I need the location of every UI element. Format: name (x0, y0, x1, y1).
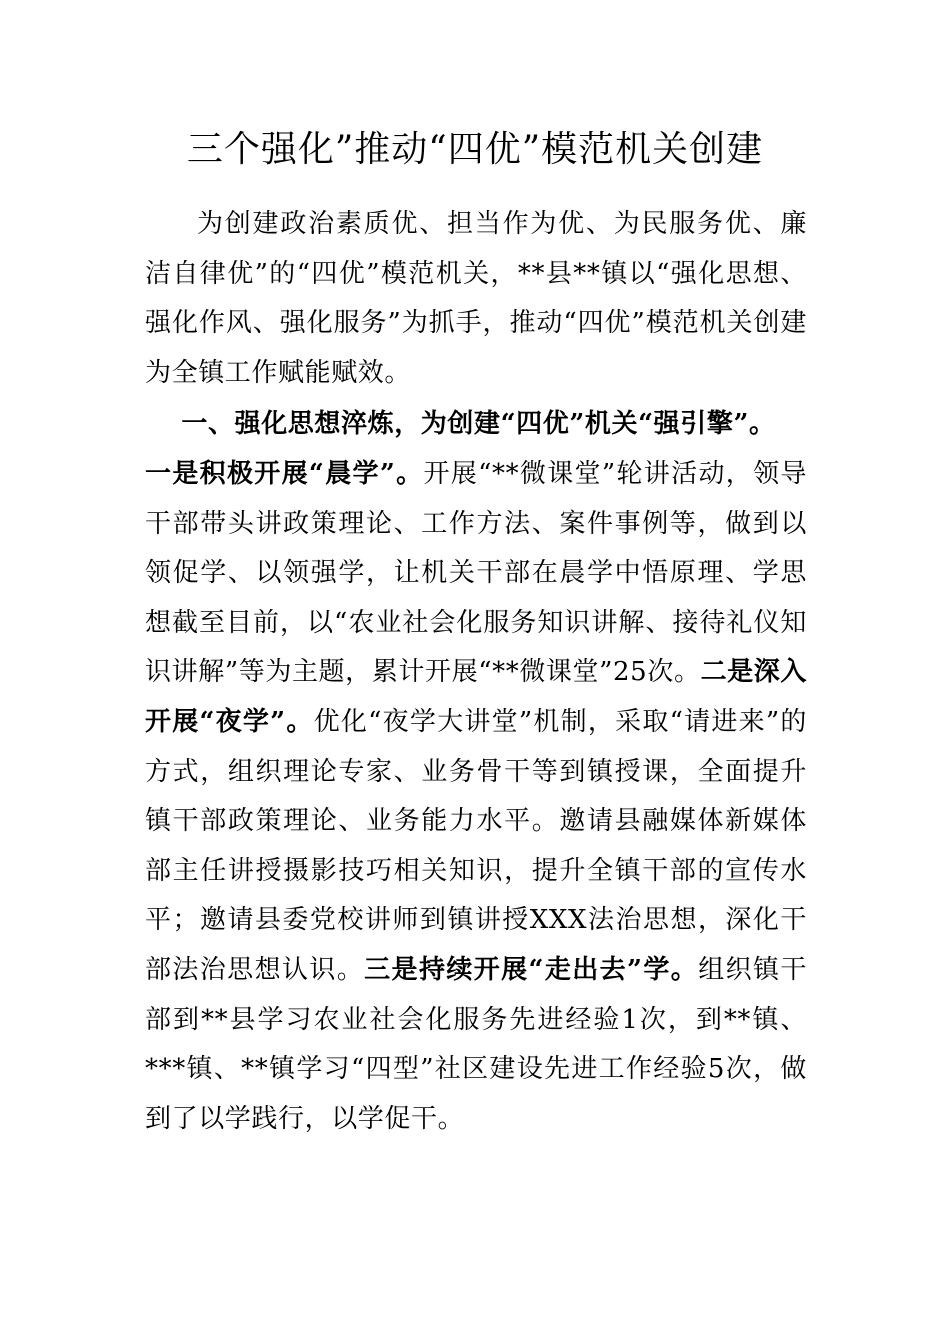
item-3-lead: 三是持续开展“走出去”学。 (364, 954, 699, 985)
document-title: 三个强化”推动“四优”模范机关创建 (186, 129, 764, 170)
item-3-text: 组织镇干部到**县学习农业社会化服务先进经验1次，到**镇、***镇、**镇学习“四型”社区建设先进工作经验5次，做到了以学践行，以学促干。 (145, 954, 807, 1134)
section-paragraph (145, 450, 807, 1144)
item-1-text: 开展“**微课堂”轮讲活动，领导干部带头讲政策理论、工作方法、案件事例等，做到以领促学、以领强学，让机关干部在晨学中悟原理、学思想截至目前，以“农业社会化服务知识讲解、接待礼仪知识讲解”等为主题，累计开展“**微课堂”25次。 (145, 458, 808, 688)
document-body (145, 200, 807, 1144)
item-1-lead: 一是积极开展“晨学”。 (145, 458, 424, 489)
item-2-text: 优化“夜学大讲堂”机制，采取“请进来”的方式，组织理论专家、业务骨干等到镇授课，全面提升镇干部政策理论、业务能力水平。邀请县融媒体新媒体部主任讲授摄影技巧相关知识，提升全镇干部的宣传水平；邀请县委党校讲师到镇讲授XXX法治思想，深化干部法治思想认识。 (145, 706, 807, 985)
intro-paragraph: 为创建政治素质优、担当作为优、为民服务优、廉洁自律优”的“四优”模范机关，**县**镇以“强化思想、强化作风、强化服务”为抓手，推动“四优”模范机关创建为全镇工作赋能赋效。 (145, 209, 807, 388)
item-2-lead: 二是深入开展“夜学”。 (145, 657, 807, 737)
section-heading: 一、强化思想淬炼，为创建“四优”机关“强引擎”。 (181, 409, 776, 440)
